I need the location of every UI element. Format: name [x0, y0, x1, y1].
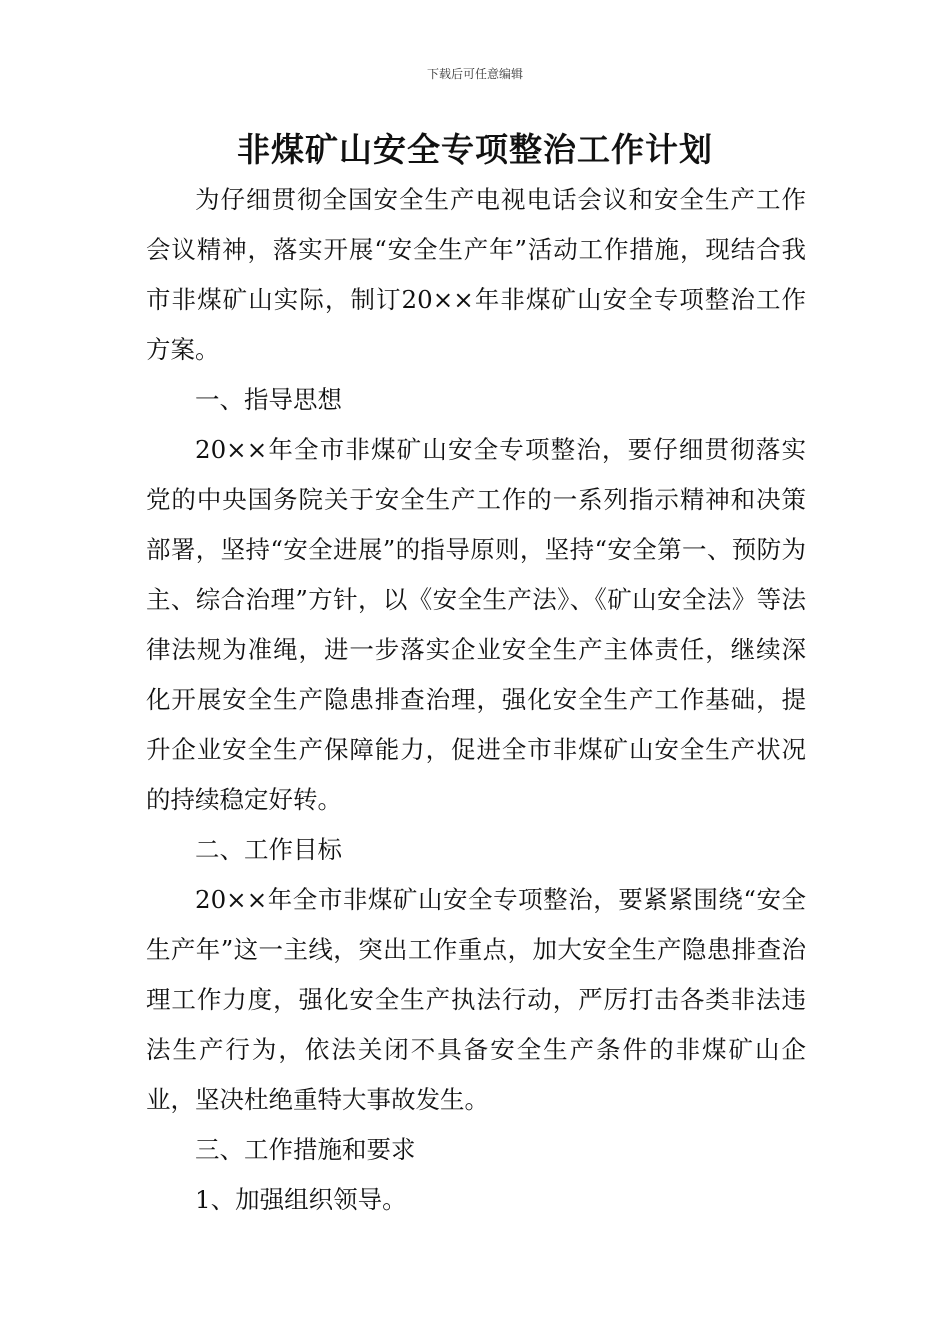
work-goals-paragraph: 20××年全市非煤矿山安全专项整治，要紧紧围绕“安全生产年”这一主线，突出工作重点，加大安全生产隐患排查治理工作力度，强化安全生产执法行动，严厉打击各类非法违法生产行为，依法关闭不具备安全生产条件的非煤矿山企业，坚决杜绝重特大事故发生。	[146, 885, 806, 1114]
section-heading-guiding-ideology: 一、指导思想	[195, 385, 342, 414]
intro-paragraph: 为仔细贯彻全国安全生产电视电话会议和安全生产工作会议精神，落实开展“安全生产年”活动工作措施，现结合我市非煤矿山实际，制订20××年非煤矿山安全专项整治工作方案。	[146, 185, 806, 364]
section-heading-work-goals: 二、工作目标	[195, 835, 342, 864]
guiding-ideology-paragraph: 20××年全市非煤矿山安全专项整治，要仔细贯彻落实党的中央国务院关于安全生产工作的一系列指示精神和决策部署，坚持“安全进展”的指导原则，坚持“安全第一、预防为主、综合治理”方针，以《安全生产法》、《矿山安全法》等法律法规为准绳，进一步落实企业安全生产主体责任，继续深化开展安全生产隐患排查治理，强化安全生产工作基础，提升企业安全生产保障能力，促进全市非煤矿山安全生产状况的持续稳定好转。	[146, 435, 806, 814]
header-note: 下载后可任意编辑	[426, 67, 523, 81]
measure-item-1: 1、加强组织领导。	[195, 1185, 407, 1214]
document-title: 非煤矿山安全专项整治工作计划	[237, 130, 713, 169]
document-body	[146, 175, 806, 1225]
section-heading-measures: 三、工作措施和要求	[195, 1135, 416, 1164]
